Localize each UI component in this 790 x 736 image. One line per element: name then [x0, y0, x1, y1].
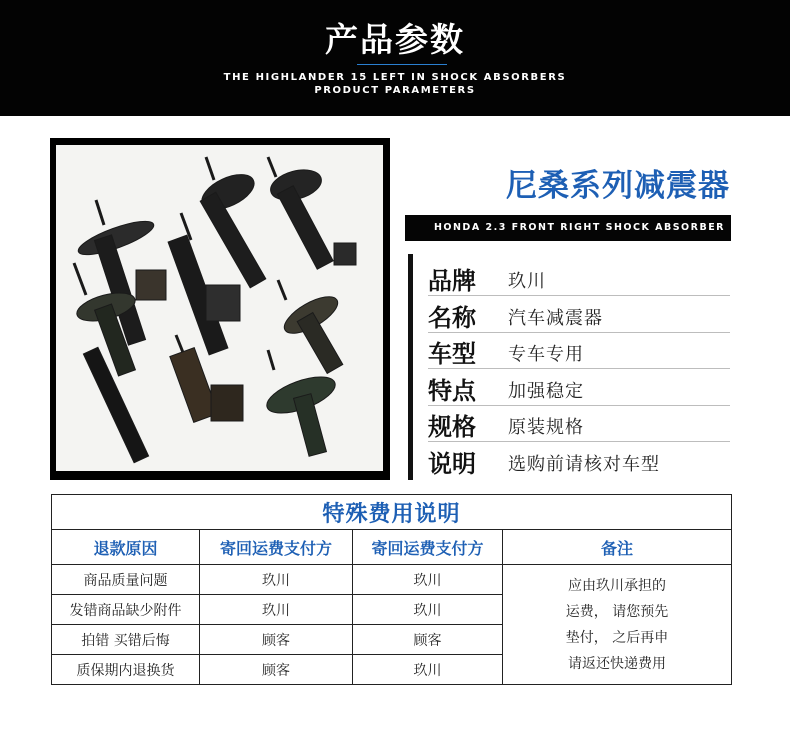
note-cell	[503, 565, 732, 685]
payer-cell: 顾客	[200, 655, 353, 685]
payer-cell: 顾客	[200, 625, 353, 655]
spec-label: 品牌	[428, 266, 476, 295]
page-header	[0, 0, 790, 116]
fee-table-header-row	[52, 530, 732, 565]
spec-label: 名称	[428, 302, 476, 332]
shock-absorbers-illustration	[56, 145, 383, 471]
payer-cell: 玖川	[200, 565, 353, 595]
note-line: 请返还快递费用	[568, 655, 666, 672]
spec-accent-bar	[408, 254, 413, 480]
spec-row	[428, 295, 730, 333]
payer-cell: 顾客	[353, 625, 503, 655]
spec-value: 专车专用	[508, 344, 584, 365]
fee-header-cell: 寄回运费支付方	[353, 530, 503, 565]
spec-value: 加强稳定	[508, 380, 584, 402]
header-title: 产品参数	[325, 20, 465, 59]
spec-row	[428, 441, 730, 478]
spec-value: 选购前请核对车型	[508, 453, 660, 475]
spec-row	[428, 331, 730, 369]
spec-label: 特点	[428, 375, 476, 405]
fee-table	[51, 494, 732, 685]
strut-6	[278, 280, 343, 373]
fee-table-title: 特殊费用说明	[52, 495, 732, 530]
header-subtitle-line1: THE HIGHLANDER 15 LEFT IN SHOCK ABSORBERS	[223, 72, 567, 83]
note-line: 垫付， 之后再申	[565, 629, 669, 646]
spec-row	[428, 368, 730, 406]
payer-cell: 玖川	[353, 565, 503, 595]
series-banner	[405, 215, 731, 241]
note-line: 运费， 请您预先	[565, 603, 669, 620]
series-title: 尼桑系列减震器	[506, 168, 730, 204]
spec-value: 玖川	[508, 271, 546, 292]
payer-cell: 玖川	[200, 595, 353, 625]
spec-row	[428, 258, 730, 296]
spec-row	[428, 404, 730, 442]
header-divider	[357, 64, 447, 65]
product-photo	[56, 145, 383, 471]
strut-4	[267, 157, 356, 269]
spec-value: 原装规格	[508, 417, 584, 438]
fee-header-cell: 寄回运费支付方	[200, 530, 353, 565]
reason-cell: 商品质量问题	[52, 565, 200, 595]
spec-value: 汽车减震器	[508, 307, 603, 329]
spec-label: 车型	[428, 339, 476, 368]
note-line: 应由玖川承担的	[568, 577, 666, 594]
spec-label: 规格	[428, 412, 476, 441]
reason-cell: 拍错 买错后悔	[52, 625, 200, 655]
payer-cell: 玖川	[353, 595, 503, 625]
payer-cell: 玖川	[353, 655, 503, 685]
strut-3	[197, 157, 266, 288]
reason-cell: 质保期内退换货	[52, 655, 200, 685]
table-row	[52, 565, 732, 595]
spec-label: 说明	[428, 448, 476, 478]
strut-1	[75, 200, 166, 345]
fee-header-cell: 备注	[503, 530, 732, 565]
series-banner-text: HONDA 2.3 FRONT RIGHT SHOCK ABSORBER	[433, 222, 725, 233]
reason-cell: 发错商品缺少附件	[52, 595, 200, 625]
fee-header-cell: 退款原因	[52, 530, 200, 565]
header-subtitle-line2: PRODUCT PARAMETERS	[314, 85, 476, 96]
